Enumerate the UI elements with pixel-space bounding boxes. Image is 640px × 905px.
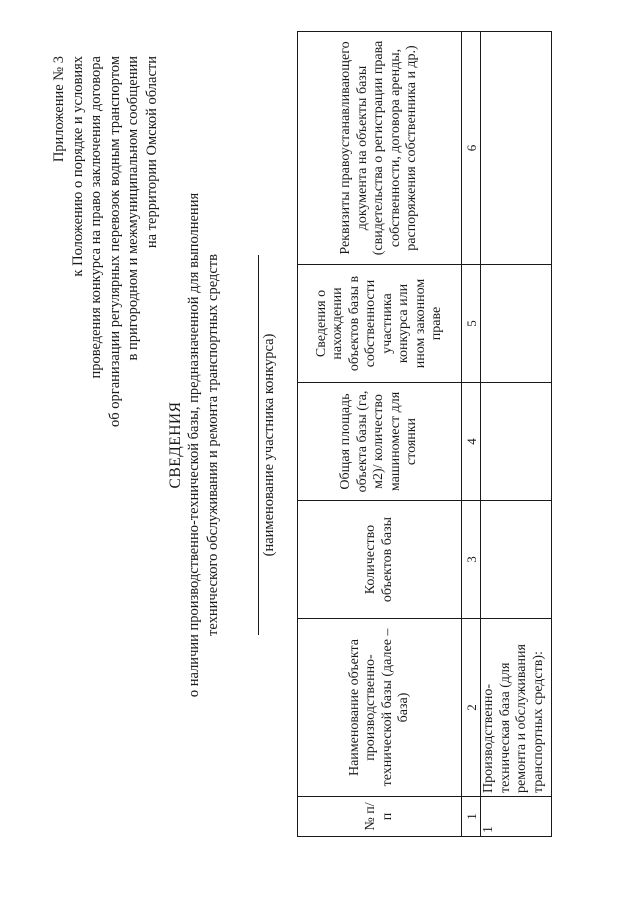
base-info-table (297, 31, 552, 837)
appendix-line: проведения конкурса на право заключения договора (88, 56, 104, 379)
column-number-cell: 6 (462, 32, 481, 265)
table-cell-area (481, 383, 552, 501)
header-cell-documents: Реквизиты правоустанавливающего документа на объекты базы (свидетельства о регистрации права собственности, договора аренды, распоряжения собственника и др.) (298, 32, 462, 265)
table-column-number-row (462, 32, 481, 837)
table-cell-object-name: Производственно-техническая база (для ремонта и обслуживания транспортных средств): (481, 619, 552, 797)
appendix-line: в пригородном и межмуниципальном сообщении (125, 56, 141, 361)
column-number-cell: 3 (462, 501, 481, 619)
appendix-line: Приложение № 3 (51, 56, 67, 163)
appendix-block (50, 56, 161, 476)
document-heading (166, 75, 222, 815)
document-subtitle-line-2: технического обслуживания и ремонта транспортных средств (204, 254, 221, 636)
table-cell-documents (481, 32, 552, 265)
table-cell-number: 1 (481, 797, 552, 837)
column-number-cell: 5 (462, 265, 481, 383)
header-cell-object-count: Количество объектов базы (298, 501, 462, 619)
header-cell-object-name: Наименование объекта производственно-технической базы (далее – база) (298, 619, 462, 797)
header-cell-number: № п/п (298, 797, 462, 837)
document-subtitle-line-1: о наличии производственно-технической базы, предназначенной для выполнения (186, 192, 202, 698)
table-cell-ownership (481, 265, 552, 383)
table-row (481, 32, 552, 837)
column-number-cell: 2 (462, 619, 481, 797)
table-header-row (298, 32, 462, 837)
document-title: СВЕДЕНИЯ (167, 401, 184, 489)
column-number-cell: 4 (462, 383, 481, 501)
column-number-cell: 1 (462, 797, 481, 837)
appendix-line: на территории Омской области (143, 56, 160, 249)
header-cell-ownership: Сведения о нахождении объектов базы в собственности участника конкурса или ином законном праве (298, 265, 462, 383)
header-cell-area: Общая площадь объекта базы (га, м2)/ количество машиномест для стоянки (298, 383, 462, 501)
participant-name-caption: (наименование участника конкурса) (258, 255, 278, 635)
table-cell-object-count (481, 501, 552, 619)
appendix-line: об организации регулярных перевозок водным транспортом (106, 56, 123, 427)
appendix-line: к Положению о порядке и условиях (69, 56, 86, 277)
